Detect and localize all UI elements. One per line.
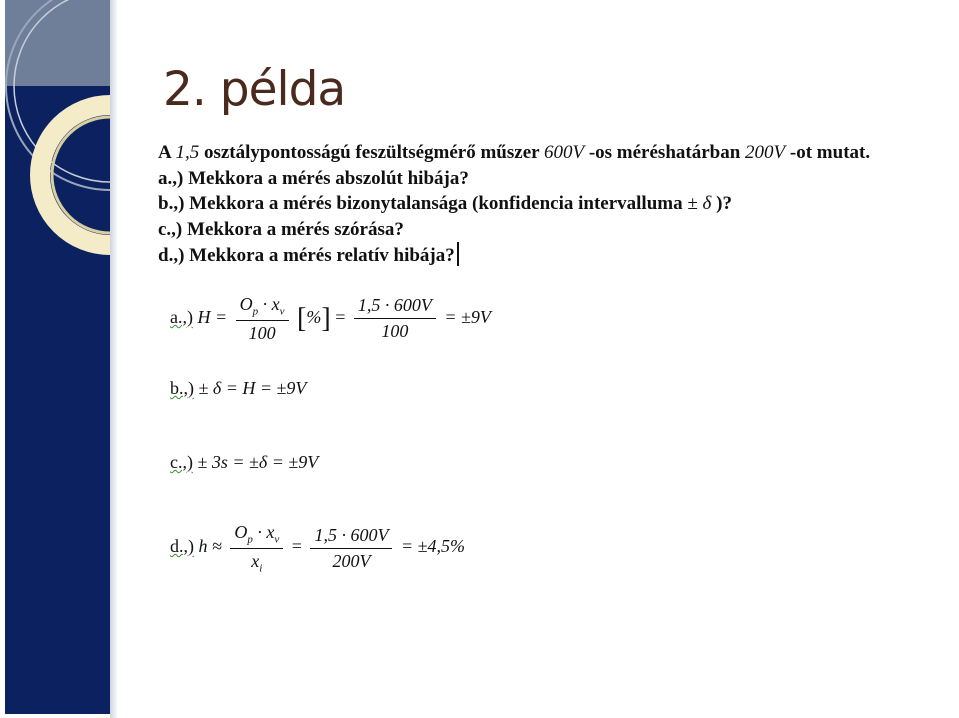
text-cursor [457,242,459,266]
problem-text-a: A [158,142,171,163]
solution-a-den2: 100 [381,321,409,342]
solution-d-den2: 200V [332,550,371,571]
question-b-end: )? [716,193,732,214]
solution-a-num1-sub: p [252,305,259,318]
solution-a-label: a.,) [170,306,193,327]
problem-text-b: osztálypontosságú feszültségmérő műszer [203,142,540,163]
solution-c-expr: ± 3s = ±δ = ±9V [197,452,319,472]
question-d [158,242,938,269]
question-a: a.,) Mekkora a mérés abszolút hibája? [158,167,469,189]
solution-a-fraction-1 [236,294,289,344]
question-b-symbol: ± δ [687,193,712,214]
measurement-range: 600V [543,142,585,163]
question-b [158,191,938,217]
solution-a: a.,) H = $\frac{O_p \cdot x_v}{100}$ [%] = $\frac{1,5 \cdot 600V}{100}$ = ±9V [170,294,491,343]
solution-d-fraction-1 [230,522,283,574]
solution-d-num1-sub2: v [274,533,280,546]
solution-a-lhs: H = [197,306,228,327]
slide-title: 2. példa [163,62,346,117]
problem-text-d: -ot mutat. [789,142,871,163]
solution-d-den1-sub: i [259,562,263,575]
solution-d-eq: = [291,536,302,557]
solution-a-result: = ±9V [444,306,491,327]
question-b-text: b.,) Mekkora a mérés bizonytalansága (konfidencia intervalluma [158,193,683,214]
solution-b-label: b.,) [170,378,194,398]
solution-d-num2: 1,5 · 600V [310,525,392,549]
accuracy-class: 1,5 [175,142,200,163]
solution-c-label: c.,) [170,452,193,472]
solution-d-num1: O [234,522,248,542]
solution-d-label: d.,) [170,536,194,557]
decorative-sidebar [0,0,110,718]
sidebar-edge-shadow [110,0,118,718]
solution-a-unit: % [306,306,322,327]
problem-line-1 [158,140,938,166]
solution-d-result: = ±4,5% [400,536,465,557]
solution-b-expr: ± δ = H = ±9V [198,378,307,398]
solution-a-num2: 1,5 · 600V [354,295,436,319]
solution-b [170,378,306,399]
question-c: c.,) Mekkora a mérés szórása? [158,218,404,240]
solution-a-den1: 100 [248,322,276,343]
problem-statement [158,140,938,269]
solution-a-num1-sub2: v [279,305,285,318]
question-d-text: d.,) Mekkora a mérés relatív hibája? [158,245,455,266]
solution-d [170,522,465,574]
solution-a-fraction-2 [354,295,436,342]
solution-a-num1: O [239,294,253,314]
solution-a-eq: = [335,306,346,327]
sidebar-ornament [0,0,110,718]
solution-a-dot1: · x [262,294,280,314]
solution-c [170,452,318,473]
solution-d-den1: x [251,550,260,571]
solution-d-num1-sub: p [247,533,253,546]
problem-text-c: -os méréshatárban [588,142,741,163]
solution-d-dot1: · x [257,522,275,542]
solution-d-fraction-2 [310,525,392,572]
measured-value: 200V [745,142,786,163]
solution-d-lhs: h ≈ [198,536,222,557]
